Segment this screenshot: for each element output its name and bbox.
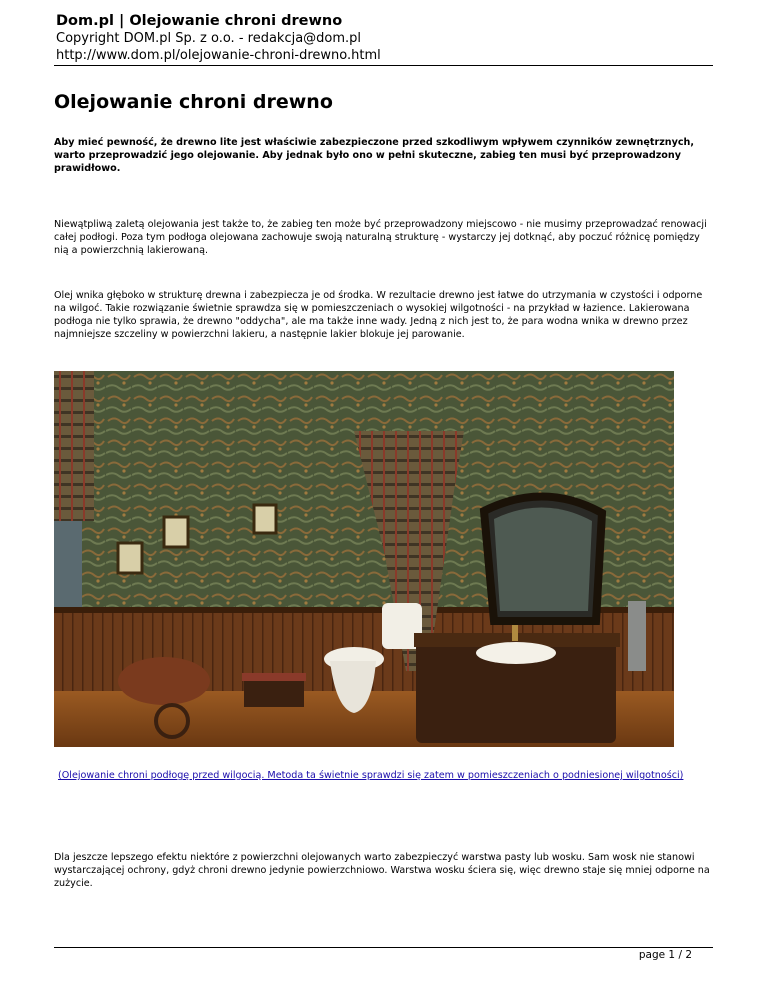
page-number: page 1 / 2	[638, 949, 692, 961]
copyright-line: Copyright DOM.pl Sp. z o.o. - redakcja@dom.pl	[56, 31, 362, 46]
image-caption-link[interactable]: (Olejowanie chroni podłogę przed wilgocią. Metoda ta świetnie sprawdzi się zatem w pomieszczeniach o podniesionej wilgotności)	[58, 770, 684, 781]
paragraph-1: Niewątpliwą zaletą olejowania jest także to, że zabieg ten może być przeprowadzony miejscowo - nie musimy przeprowadzać renowacji całej podłogi. Poza tym podłoga olejowana zachowuje swoją naturalną strukturę - wystarczy jej dotknąć, aby poczuć różnicę pomiędzy nią a powierzchnią lakierowaną.	[54, 219, 707, 256]
source-url: http://www.dom.pl/olejowanie-chroni-drewno.html	[56, 48, 381, 63]
article-title: Olejowanie chroni drewno	[54, 91, 333, 113]
paragraph-2: Olej wnika głęboko w strukturę drewna i zabezpiecza je od środka. W rezultacie drewno jest łatwe do utrzymania w czystości i odporne na wilgoć. Takie rozwiązanie świetnie sprawdza się w pomieszczeniach o wysokiej wilgotności - na przykład w łazience. Lakierowana podłoga nie tylko sprawia, że drewno "oddycha", ale ma także inne wady. Jedną z nich jest to, że para wodna wnika w drewno przez najmniejsze szczeliny w powierzchni lakieru, a następnie lakier blokuje jej parowanie.	[54, 290, 703, 340]
article-lead: Aby mieć pewność, że drewno lite jest właściwie zabezpieczone przed szkodliwym wpływem czynników zewnętrznych, warto przeprowadzić jego olejowanie. Aby jednak było ono w pełni skuteczne, zabieg ten musi być przeprowadzony prawidłowo.	[54, 137, 695, 174]
bathroom-photo	[54, 371, 674, 747]
document-header	[56, 12, 713, 64]
paragraph-3: Dla jeszcze lepszego efektu niektóre z powierzchni olejowanych warto zabezpieczyć warstwa pasty lub wosku. Sam wosk nie stanowi wystarczającej ochrony, gdyż chroni drewno jedynie powierzchniowo. Warstwa wosku ściera się, więc drewno staje się mniej odporne na zużycie.	[54, 852, 710, 889]
header-divider	[54, 65, 713, 66]
site-title: Dom.pl | Olejowanie chroni drewno	[56, 13, 343, 29]
footer-divider	[54, 947, 713, 948]
